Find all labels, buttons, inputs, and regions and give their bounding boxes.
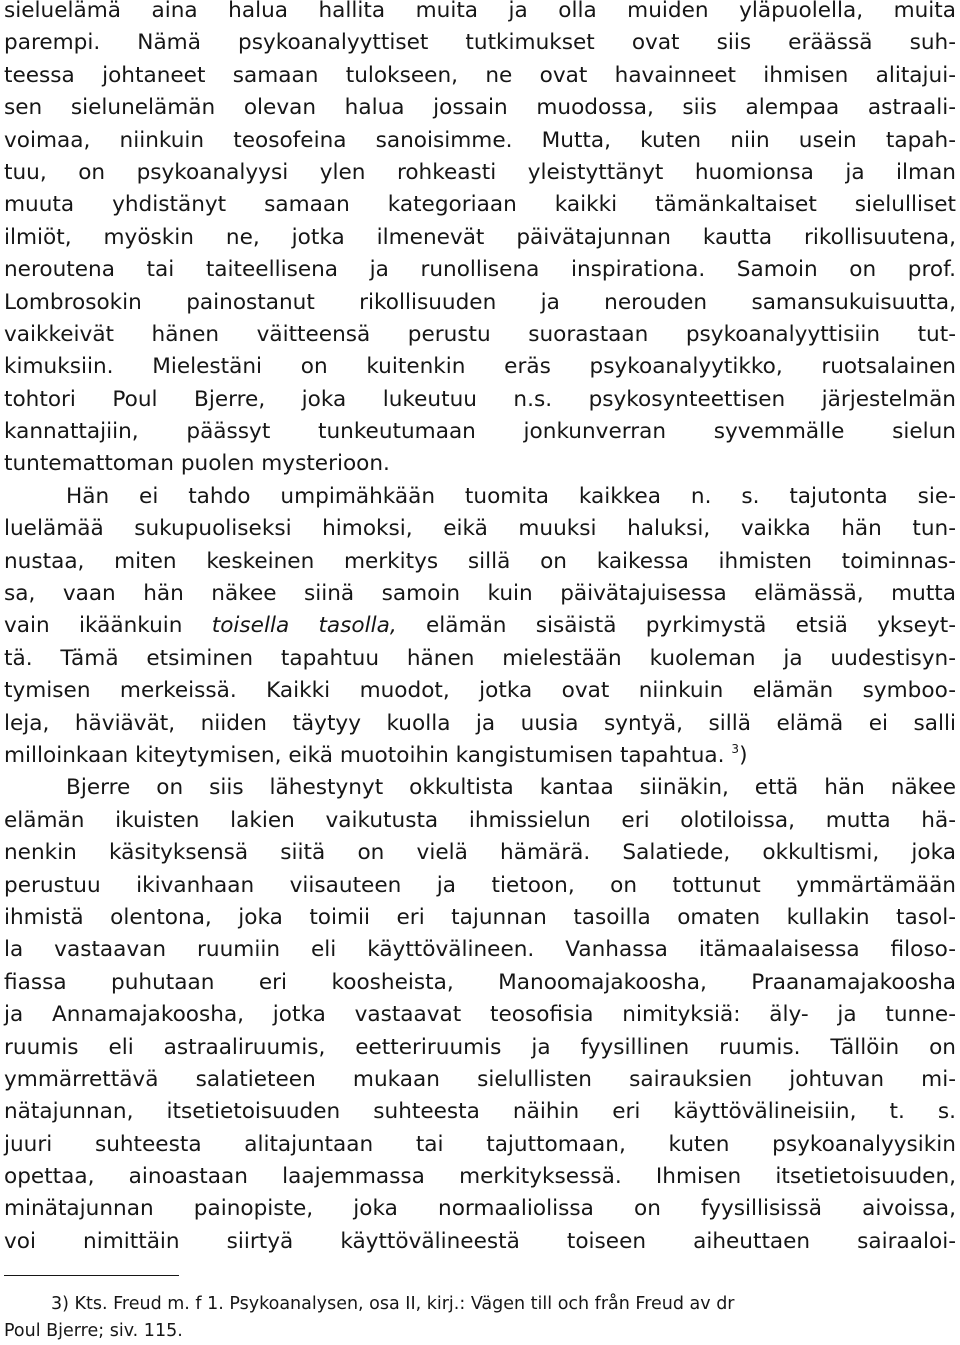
text-line: minätajunnan painopiste, joka normaaliolissa on fyysillisissä aivoissa, [4,1196,956,1222]
text-line: juuri suhteesta alitajuntaan tai tajuttomaan, kuten psykoanalyysikin [4,1131,956,1157]
text-segment: milloinkaan kiteytymisen, eikä muotoihin kangistumisen tapahtua. [4,742,725,768]
text-line: nenkin käsityksensä siitä on vielä hämärä. Salatiede, okkultismi, joka [4,840,956,866]
text-line: ja Annamajakoosha, jotka vastaavat teosofisia nimityksiä: äly- ja tunne- [4,1002,956,1028]
text-line: ihmistä olentona, joka toimii eri tajunnan tasoilla omaten kullakin tasol- [4,904,956,930]
paragraph-start-line: Bjerre on siis lähestynyt okkultista kantaa siinäkin, että hän näkee [66,775,956,801]
text-line: tä. Tämä etsiminen tapahtuu hänen mielestään kuoleman ja uudestisyn- [4,645,956,671]
text-line: leja, häviävät, niiden täytyy kuolla ja uusia syntyä, sillä elämä ei salli [4,710,956,736]
text-line: kimuksiin. Mielestäni on kuitenkin eräs psykoanalyytikko, ruotsalainen [4,354,956,380]
text-line: opettaa, ainoastaan laajemmassa merkityksessä. Ihmisen itsetietoisuuden, [4,1164,956,1190]
text-line: nätajunnan, itsetietoisuuden suhteesta näihin eri käyttövälineisiin, t. s. [4,1099,956,1125]
text-line: voi nimittäin siirtyä käyttövälineestä toiseen aiheuttaen sairaaloi- [4,1228,956,1254]
text-line: parempi. Nämä psykoanalyyttiset tutkimukset ovat siis eräässä suh- [4,30,956,56]
footnote-line: Poul Bjerre; siv. 115. [4,1321,183,1341]
text-line: elämän ikuisten lakien vaikutusta ihmissielun eri olotiloissa, mutta hä- [4,807,956,833]
text-line: ilmiöt, myöskin ne, jotka ilmenevät päivätajunnan kautta rikollisuutena, [4,224,956,250]
text-line: vaikkeivät hänen väitteensä perustu suorastaan psykoanalyyttisiin tut- [4,321,956,347]
text-line: tymisen merkeissä. Kaikki muodot, jotka ovat niinkuin elämän symboo- [4,678,956,704]
text-line: tuntemattoman puolen mysterioon. [4,451,390,477]
footnote [4,1291,956,1345]
footnote-reference: 3 [731,741,740,756]
text-line: neroutena tai taiteellisena ja runollisena inspirationa. Samoin on prof. [4,257,956,283]
text-line: tohtori Poul Bjerre, joka lukeutuu n.s. psykosynteettisen järjestelmän [4,386,956,412]
text-line: sa, vaan hän näkee siinä samoin kuin päivätajuisessa elämässä, mutta [4,581,956,607]
text-segment: elämän sisäistä pyrkimystä etsiä ykseyt- [396,613,956,639]
text-line: ymmärrettävä salatieteen mukaan sielullisten sairauksien johtuvan mi- [4,1066,956,1092]
text-line: sieluelämä aina halua hallita muita ja olla muiden yläpuolella, muita [4,0,956,23]
text-line: ruumis eli astraaliruumis, eetteriruumis ja fyysillinen ruumis. Tällöin on [4,1034,956,1060]
text-line: Lombrosokin painostanut rikollisuuden ja nerouden samansukuisuutta, [4,289,956,315]
text-line: nustaa, miten keskeinen merkitys sillä on kaikessa ihmisten toiminnas- [4,548,956,574]
text-line: perustuu ikivanhaan viisauteen ja tietoon, on tottunut ymmärtämään [4,872,956,898]
footnote-separator [4,1275,179,1276]
footnote-reference-paren: ) [739,742,748,768]
text-line: la vastaavan ruumiin eli käyttövälineen. Vanhassa itämaalaisessa filoso- [4,937,956,963]
text-line [4,610,956,642]
text-line: fiassa puhutaan eri koosheista, Manoomajakoosha, Praanamajakoosha [4,969,956,995]
text-line: luelämää sukupuoliseksi himoksi, eikä muuksi haluksi, vaikka hän tun- [4,516,956,542]
text-line: kannattajiin, päässyt tunkeutumaan jonkunverran syvemmälle sielun [4,419,956,445]
document-body [4,0,956,1258]
footnote-line: 3) Kts. Freud m. f 1. Psykoanalysen, osa II, kirj.: Vägen till och från Freud av dr [51,1294,735,1314]
paragraph-start-line: Hän ei tahdo umpimähkään tuomita kaikkea n. s. tajutonta sie- [66,483,956,509]
text-line: muuta yhdistänyt samaan kategoriaan kaikki tämänkaltaiset sielulliset [4,192,956,218]
text-line: tuu, on psykoanalyysi ylen rohkeasti yleistyttänyt huomionsa ja ilman [4,159,956,185]
text-line [4,740,956,772]
text-line: voimaa, niinkuin teosofeina sanoisimme. Mutta, kuten niin usein tapah- [4,127,956,153]
italic-phrase: toisella tasolla, [211,613,397,639]
text-line: sen sielunelämän olevan halua jossain muodossa, siis alempaa astraali- [4,95,956,121]
text-line: teessa johtaneet samaan tulokseen, ne ovat havainneet ihmisen alitajui- [4,62,956,88]
text-segment: vain ikäänkuin [4,613,212,639]
